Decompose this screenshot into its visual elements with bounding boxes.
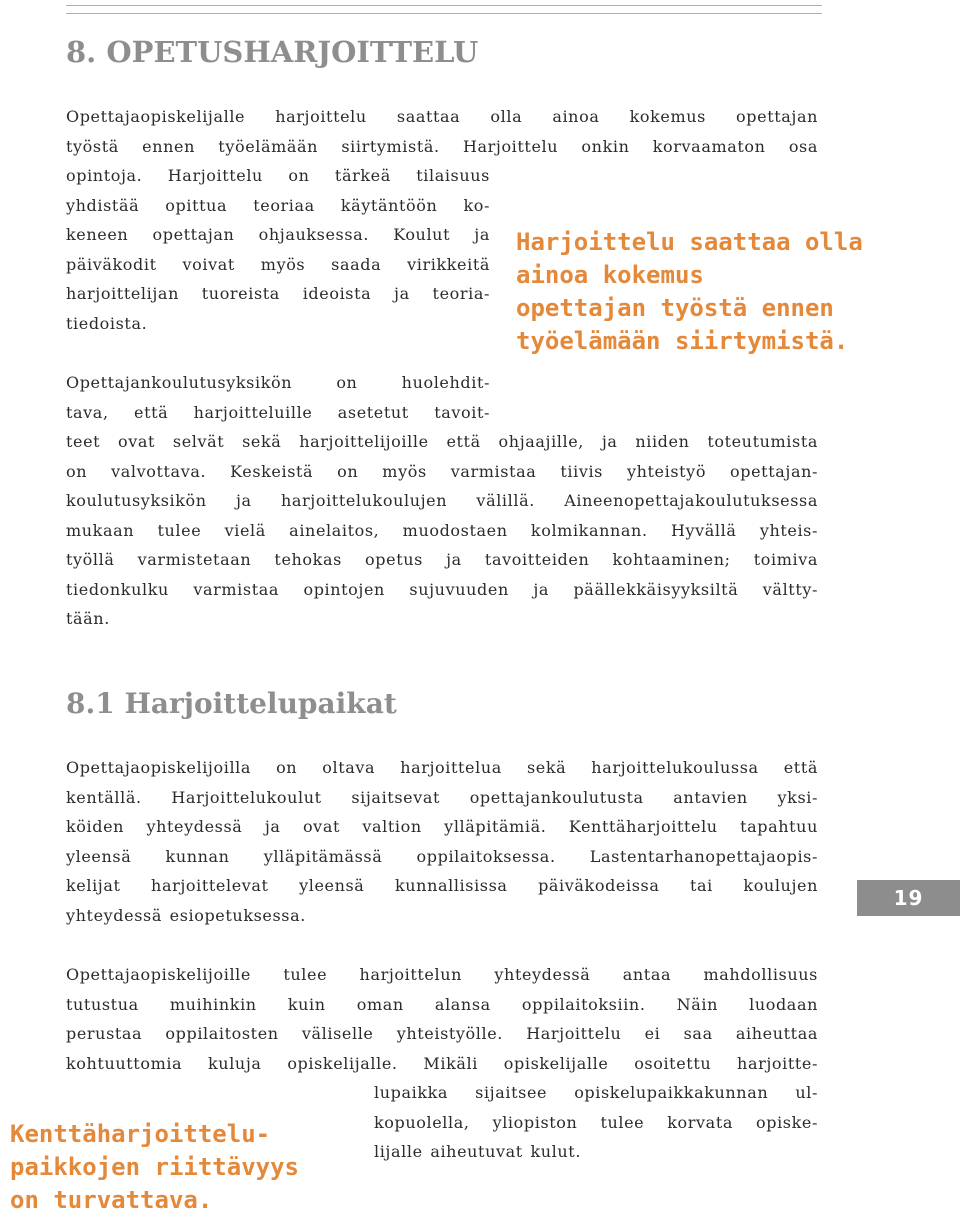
paragraph-line: lupaikka sijaitsee opiskelupaikkakunnan ul- bbox=[374, 1083, 818, 1102]
subsection-title: 8.1 Harjoittelupaikat bbox=[66, 687, 397, 720]
pull-quote bbox=[516, 226, 863, 358]
paragraph-line: yhteydessä esiopetuksessa. bbox=[66, 905, 306, 925]
pull-quote-line: työelämään siirtymistä. bbox=[516, 327, 849, 355]
paragraph-line: mukaan tulee vielä ainelaitos, muodostaen kolmikannan. Hyvällä yhteis- bbox=[66, 520, 818, 540]
paragraph-line: kohtuuttomia kuluja opiskelijalle. Mikäli opiskelijalle osoitettu harjoitte- bbox=[66, 1053, 818, 1073]
paragraph-line: tiedonkulku varmistaa opintojen sujuvuuden ja päällekkäisyyksiltä vältty- bbox=[66, 579, 818, 599]
subsection-paragraph-1 bbox=[66, 753, 818, 930]
paragraph-line: keneen opettajan ohjauksessa. Koulut ja bbox=[66, 225, 490, 244]
paragraph-line: kentällä. Harjoittelukoulut sijaitsevat opettajankoulutusta antavien yksi- bbox=[66, 787, 818, 807]
pull-quote-line: Kenttäharjoittelu- bbox=[10, 1120, 271, 1148]
paragraph-line: teet ovat selvät sekä harjoittelijoille että ohjaajille, ja niiden toteutumista bbox=[66, 432, 818, 451]
paragraph-line: köiden yhteydessä ja ovat valtion ylläpitämiä. Kenttäharjoittelu tapahtuu bbox=[66, 817, 818, 836]
paragraph-line: päiväkodit voivat myös saada virikkeitä bbox=[66, 254, 490, 274]
pull-quote-line: Harjoittelu saattaa olla bbox=[516, 228, 863, 256]
pull-quote-line: on turvattava. bbox=[10, 1186, 213, 1214]
paragraph-line: kelijat harjoittelevat yleensä kunnallisissa päiväkodeissa tai koulujen bbox=[66, 876, 818, 895]
paragraph-line: työllä varmistetaan tehokas opetus ja tavoitteiden kohtaaminen; toimiva bbox=[66, 550, 818, 569]
paragraph-line: tutustua muihinkin kuin oman alansa oppilaitoksiin. Näin luodaan bbox=[66, 994, 818, 1014]
top-rule bbox=[66, 13, 822, 14]
paragraph-line: on valvottava. Keskeistä on myös varmistaa tiivis yhteistyö opettajan- bbox=[66, 461, 818, 481]
paragraph-line: Opettajankoulutusyksikön on huolehdit- bbox=[66, 373, 490, 392]
paragraph-line: Opettajaopiskelijalle harjoittelu saattaa olla ainoa kokemus opettajan bbox=[66, 107, 818, 126]
paragraph-line: tään. bbox=[66, 609, 110, 628]
paragraph-line: perustaa oppilaitosten väliselle yhteistyölle. Harjoittelu ei saa aiheuttaa bbox=[66, 1024, 818, 1043]
pull-quote-line: opettajan työstä ennen bbox=[516, 294, 834, 322]
page-number-tab bbox=[857, 880, 960, 916]
pull-quote-line: ainoa kokemus bbox=[516, 261, 704, 289]
section-title: 8. OPETUSHARJOITTELU bbox=[66, 35, 479, 69]
paragraph-line: koulutusyksikön ja harjoittelukoulujen välillä. Aineenopettajakoulutuksessa bbox=[66, 491, 818, 510]
paragraph-line: tiedoista. bbox=[66, 313, 148, 333]
page-number: 19 bbox=[893, 886, 924, 910]
paragraph-line: työstä ennen työelämään siirtymistä. Harjoittelu onkin korvaamaton osa bbox=[66, 136, 818, 156]
paragraph-line: Opettajaopiskelijoille tulee harjoittelun yhteydessä antaa mahdollisuus bbox=[66, 965, 818, 984]
paragraph-line: kopuolella, yliopiston tulee korvata opiske- bbox=[374, 1112, 818, 1132]
pull-quote-line: paikkojen riittävyys bbox=[10, 1153, 299, 1181]
paragraph-line: tava, että harjoitteluille asetetut tavoit- bbox=[66, 402, 490, 422]
top-rule bbox=[66, 5, 822, 6]
paragraph-line: harjoittelijan tuoreista ideoista ja teoria- bbox=[66, 284, 490, 303]
paragraph-line: yleensä kunnan ylläpitämässä oppilaitoksessa. Lastentarhanopettajaopis- bbox=[66, 846, 818, 866]
pull-quote bbox=[10, 1118, 299, 1217]
paragraph-line: Opettajaopiskelijoilla on oltava harjoittelua sekä harjoittelukoulussa että bbox=[66, 758, 818, 777]
section-paragraph-2 bbox=[66, 368, 818, 634]
paragraph-line: opintoja. Harjoittelu on tärkeä tilaisuus bbox=[66, 166, 490, 185]
paragraph-line: yhdistää opittua teoriaa käytäntöön ko- bbox=[66, 195, 490, 215]
paragraph-line: lijalle aiheutuvat kulut. bbox=[374, 1142, 582, 1161]
